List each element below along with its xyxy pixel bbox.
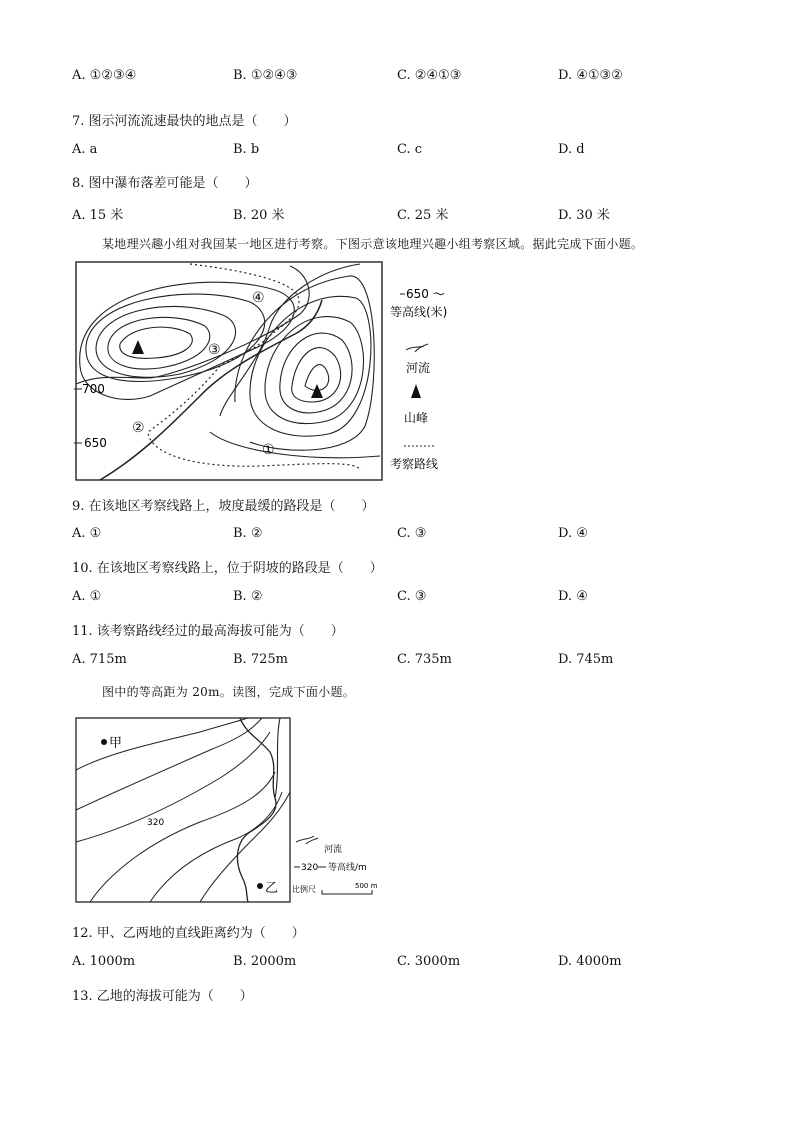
option-d[interactable]: D. 745m [558, 652, 614, 667]
option-b[interactable]: B. 20 米 [233, 208, 285, 223]
route-section-4: ④ [252, 290, 265, 306]
route-section-3: ③ [208, 342, 221, 358]
option-c[interactable]: C. 3000m [397, 954, 461, 969]
option-b[interactable]: B. ② [233, 589, 263, 604]
option-a[interactable]: A. ①②③④ [72, 68, 137, 83]
scale-bar [322, 890, 372, 894]
option-d[interactable]: D. ④ [558, 589, 588, 604]
legend-contour-label: 等高线(米) [390, 305, 448, 319]
point-yi-label: 乙 [265, 881, 279, 896]
option-b[interactable]: B. ①②④③ [233, 68, 298, 83]
point-yi-marker [257, 883, 263, 889]
q8-stem: 8. 图中瀑布落差可能是（ ） [72, 176, 258, 191]
legend-scale-length: 500 m [355, 882, 378, 890]
river-icon [406, 344, 428, 352]
option-a[interactable]: A. 715m [72, 652, 127, 667]
legend-route-label: 考察路线 [390, 457, 439, 471]
option-a[interactable]: A. a [72, 142, 98, 157]
option-a[interactable]: A. 1000m [72, 954, 136, 969]
q13-stem: 13. 乙地的海拔可能为（ ） [72, 989, 253, 1004]
legend-contour-value: 650 [406, 287, 429, 301]
option-d[interactable]: D. 4000m [558, 954, 622, 969]
legend-river-label: 河流 [324, 845, 343, 855]
option-c[interactable]: C. ③ [397, 526, 427, 541]
contour-label-700: 700 [82, 382, 105, 396]
route-section-2: ② [132, 420, 145, 436]
map1-legend [390, 287, 447, 471]
contour-label-320: 320 [147, 818, 165, 828]
legend-contour-label: 等高线/m [328, 863, 367, 873]
option-d[interactable]: D. 30 米 [558, 208, 610, 223]
option-d[interactable]: D. ④①③② [558, 68, 623, 83]
peak-marker-right [311, 384, 323, 398]
legend-river-label: 河流 [406, 361, 431, 375]
option-b[interactable]: B. ② [233, 526, 263, 541]
option-c[interactable]: C. 25 米 [397, 208, 449, 223]
contour-map-1 [60, 256, 480, 486]
option-a[interactable]: A. ① [72, 526, 102, 541]
legend-contour-value: 320 [301, 863, 319, 873]
point-jia-marker [101, 739, 107, 745]
contour-label-650: 650 [84, 436, 107, 450]
option-b[interactable]: B. b [233, 142, 260, 157]
passage-intro-1: 某地理兴趣小组对我国某一地区进行考察。下图示意该地理兴趣小组考察区域。据此完成下面小题。 [102, 237, 644, 251]
q11-stem: 11. 该考察路线经过的最高海拔可能为（ ） [72, 624, 344, 639]
option-b[interactable]: B. 2000m [233, 954, 297, 969]
passage-intro-2: 图中的等高距为 20m。读图，完成下面小题。 [102, 685, 356, 699]
option-d[interactable]: D. ④ [558, 526, 588, 541]
legend-scale-label: 比例尺 [292, 885, 316, 894]
q12-stem: 12. 甲、乙两地的直线距离约为（ ） [72, 926, 305, 941]
q7-stem: 7. 图示河流流速最快的地点是（ ） [72, 114, 297, 129]
point-jia-label: 甲 [109, 736, 123, 751]
option-c[interactable]: C. c [397, 142, 423, 157]
map2-legend [292, 836, 378, 894]
peak-icon [411, 384, 421, 398]
river-icon [296, 836, 318, 844]
option-c[interactable]: C. ②④①③ [397, 68, 462, 83]
option-c[interactable]: C. ③ [397, 589, 427, 604]
route-section-1: ① [262, 442, 275, 458]
legend-peak-label: 山峰 [404, 411, 429, 425]
q10-stem: 10. 在该地区考察线路上，位于阴坡的路段是（ ） [72, 561, 383, 576]
peak-marker-left [132, 340, 144, 354]
option-c[interactable]: C. 735m [397, 652, 452, 667]
option-d[interactable]: D. d [558, 142, 585, 157]
contour-map-2 [70, 712, 390, 908]
q9-stem: 9. 在该地区考察线路上，坡度最缓的路段是（ ） [72, 499, 375, 514]
option-b[interactable]: B. 725m [233, 652, 288, 667]
option-a[interactable]: A. 15 米 [72, 208, 124, 223]
option-a[interactable]: A. ① [72, 589, 102, 604]
